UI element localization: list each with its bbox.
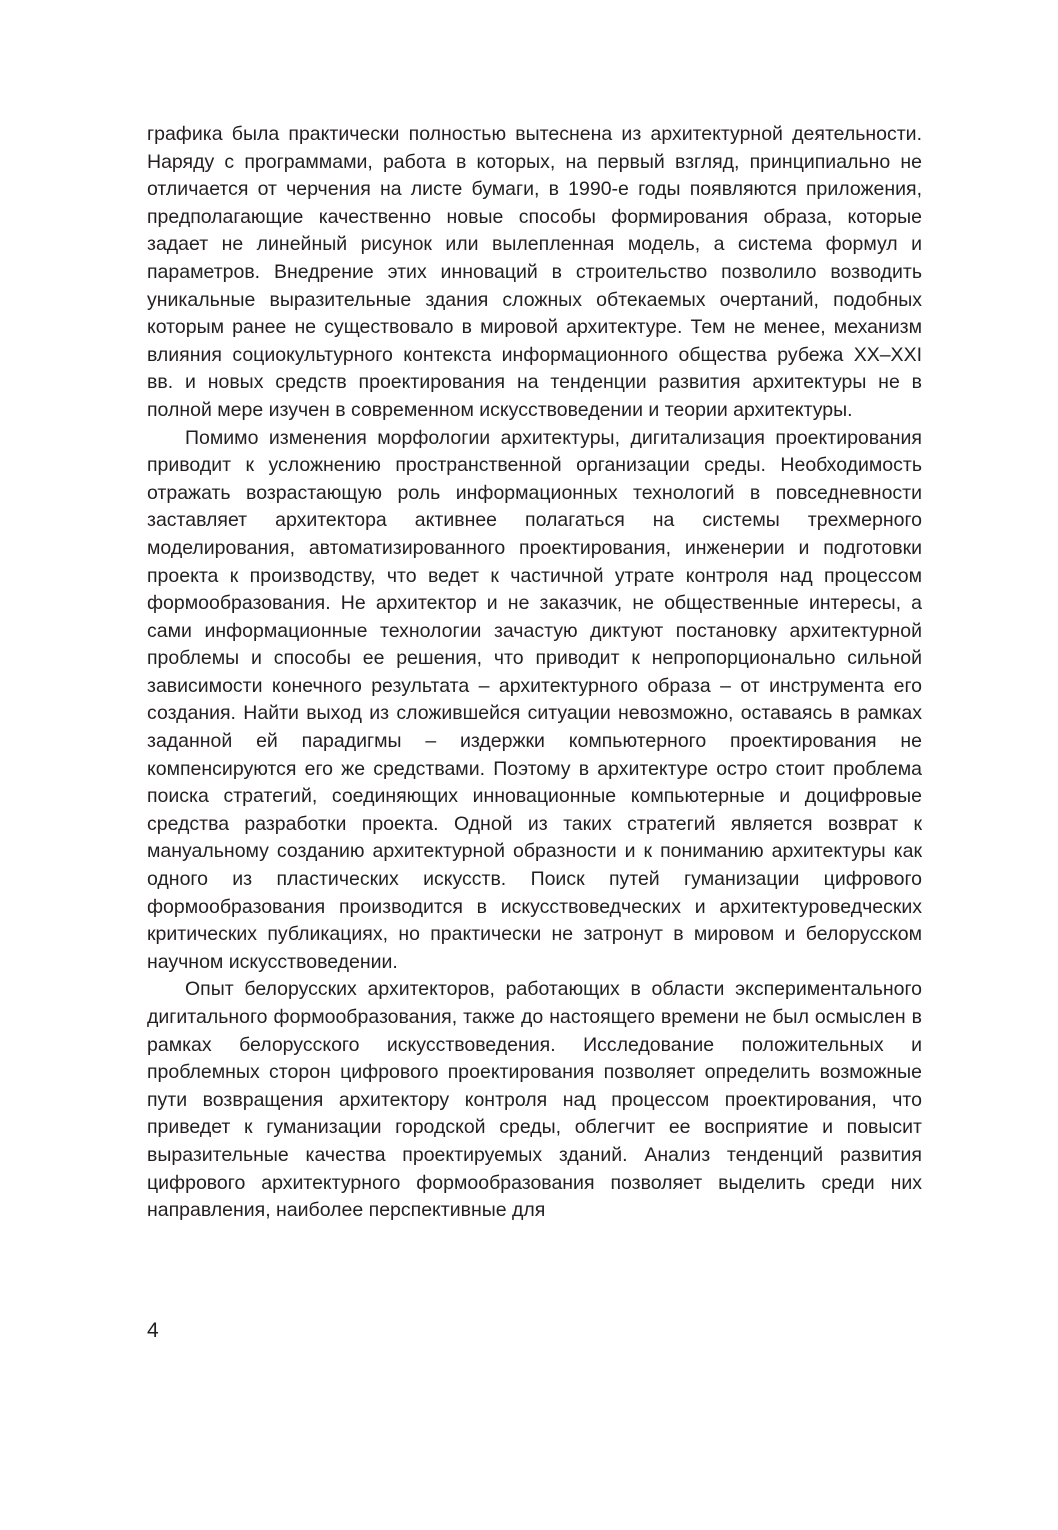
paragraph-2: Помимо изменения морфологии архитектуры, дигитализация проектирования приводит к усложнению пространственной организации среды. Необходимость отражать возрастающую роль информационных технологий в повседневности заставляет архитектора активнее полагаться на системы трехмерного моделирования, автоматизированного проектирования, инженерии и подготовки проекта к производству, что ведет к частичной утрате контроля над процессом формообразования. Не архитектор и не заказчик, не общественные интересы, а сами информационные технологии зачастую диктуют постановку архитектурной проблемы и способы ее решения, что приводит к непропорционально сильной зависимости конечного результата – архитектурного образа – от инструмента его создания. Найти выход из сложившейся ситуации невозможно, оставаясь в рамках заданной ей парадигмы – издержки компьютерного проектирования не компенсируются его же средствами. Поэтому в архитектуре остро стоит проблема поиска стратегий, соединяющих инновационные компьютерные и доцифровые средства разработки проекта. Одной из таких стратегий является возврат к мануальному созданию архитектурной образности и к пониманию архитектуры как одного из пластических искусств. Поиск путей гуманизации цифрового формообразования производится в искусствоведческих и архитектуроведческих критических публикациях, но практически не затронут в мировом и белорусском научном искусствоведении. xyxy=(147,426,922,973)
paragraph-3: Опыт белорусских архитекторов, работающих в области экспериментального дигитального формообразования, также до настоящего времени не был осмыслен в рамках белорусского искусствоведения. Исследование положительных и проблемных сторон цифрового проектирования позволяет определить возможные пути возвращения архитектору контроля над процессом проектирования, что приведет к гуманизации городской среды, облегчит ее восприятие и повысит выразительные качества проектируемых зданий. Анализ тенденций развития цифрового архитектурного формообразования позволяет выделить среди них направления, наиболее перспективные для xyxy=(147,978,922,1222)
body-text xyxy=(147,121,922,1225)
page-number: 4 xyxy=(147,1319,159,1342)
paragraph-1: графика была практически полностью вытеснена из архитектурной деятельности. Наряду с программами, работа в которых, на первый взгляд, принципиально не отличается от черчения на листе бумаги, в 1990-е годы появляются приложения, предполагающие качественно новые способы формирования образа, которые задает не линейный рисунок или вылепленная модель, а система формул и параметров. Внедрение этих инноваций в строительство позволило возводить уникальные выразительные здания сложных обтекаемых очертаний, подобных которым ранее не существовало в мировой архитектуре. Тем не менее, механизм влияния социокультурного контекста информационного общества рубежа XX–XXI вв. и новых средств проектирования на тенденции развития архитектуры не в полной мере изучен в современном искусствоведении и теории архитектуры. xyxy=(147,123,922,421)
